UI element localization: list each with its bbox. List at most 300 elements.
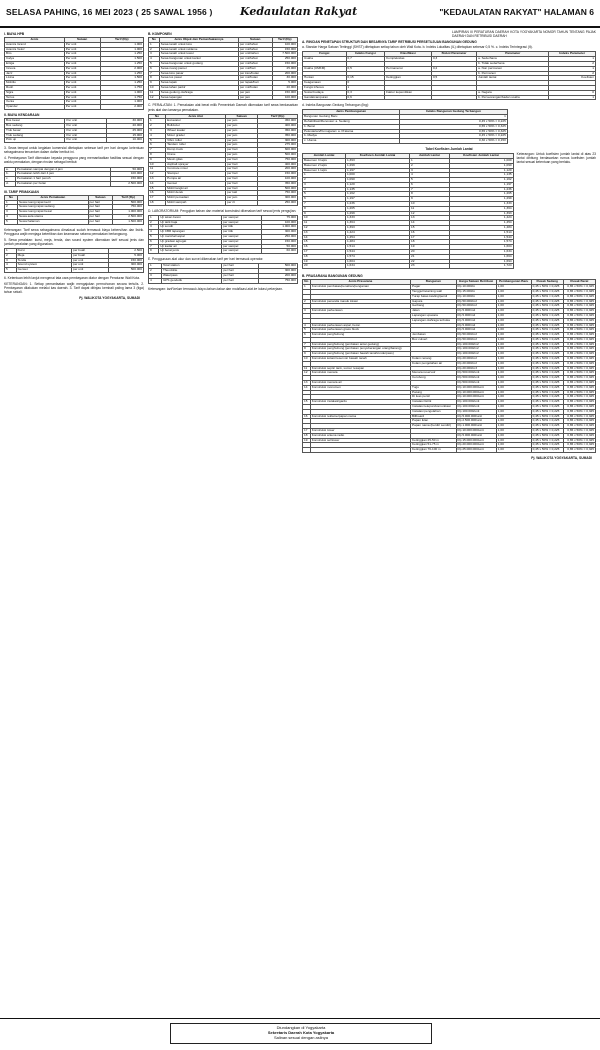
table-cell: per hari (222, 278, 259, 283)
table-cell: 1,00 (496, 328, 531, 333)
table-cell: 20 (303, 264, 346, 269)
table-cell: 0,45 x 50% = 0,225 (531, 299, 563, 304)
table-cell: 1 (549, 57, 596, 62)
table-cell: 3 (303, 182, 346, 187)
table-cell: 2.500.000 (111, 181, 144, 186)
table-cell: 5 (5, 268, 17, 273)
table-cell: 1,424 (345, 230, 409, 235)
table-cell: 1,544 (449, 235, 513, 240)
table-header-cell: Bangunan (411, 280, 456, 285)
table-cell: Koefisien (549, 76, 596, 81)
table-cell: 11 (303, 221, 346, 226)
table-cell: 1,120 (345, 182, 409, 187)
table-cell: 1,162 (449, 178, 513, 183)
table-cell: 6 (410, 182, 450, 187)
table-cell: 1,00 (496, 342, 531, 347)
table-cell: Usaha (303, 57, 347, 62)
table-cell: Rp 500.000/unit (456, 376, 496, 381)
table-header-cell: Jenis Prasarana (310, 280, 410, 285)
table-cell: 1,00 (496, 385, 531, 390)
table-cell: Permanensi (385, 66, 432, 71)
table-cell: Rp 1.000.000/unit (456, 424, 496, 429)
table-cell: 1,00 (496, 390, 531, 395)
table-cell: Livina (5, 76, 65, 81)
table-cell: 150.000 (272, 62, 297, 67)
table-cell: Gapura (411, 299, 456, 304)
masthead (0, 0, 600, 28)
table-cell: 0,65 x 50% = 0,325 (563, 433, 595, 438)
table-cell: Papan nama (berdiri sendiri) (411, 424, 456, 429)
table-cell: Rp 20.000.000/unit (456, 443, 496, 448)
table-cell: Ertiga (5, 62, 65, 67)
table-header-cell: Tarif (Rp) (258, 114, 298, 119)
table-cell: 10 (303, 357, 311, 362)
table-cell: Rp 5.000/m2 (456, 313, 496, 318)
table-cell: Konstruksi menara (310, 371, 410, 376)
table-cell: Konstruksi perkerasan (310, 309, 410, 314)
table-cell: 1,694 (449, 259, 513, 264)
table-cell: 0,45 x 50% = 0,225 (531, 409, 563, 414)
table-cell: 9 (410, 197, 450, 202)
table-cell: 1,514 (345, 245, 409, 250)
table-cell: Jembatan (411, 333, 456, 338)
table-cell: Per unit (64, 42, 100, 47)
table-cell: 7 (149, 71, 160, 76)
table-cell: 1,265 (345, 206, 409, 211)
table-cell: 1,00 (496, 299, 531, 304)
table-cell: 12 (303, 371, 311, 376)
tarif-table-body (5, 42, 144, 109)
column-2 (148, 30, 298, 1015)
table-cell: Basemen 1 lapis (303, 168, 346, 173)
table-cell: per hari (222, 273, 259, 278)
table-cell: 0,65 x 50% = 0,325 (563, 285, 595, 290)
table-cell: 250.000 (272, 57, 297, 62)
table-cell: 1 (149, 42, 160, 47)
table-cell: Rp 5.000.000/unit (456, 414, 496, 419)
table-cell: per jam (226, 129, 258, 134)
table-cell: 1,00 (496, 409, 531, 414)
table-row (149, 200, 298, 205)
table-cell: 1,00 (496, 304, 531, 309)
table-header-cell: No (149, 114, 166, 119)
table-cell: Mobil derek (166, 191, 226, 196)
table-cell: 1,333 (449, 202, 513, 207)
table-cell: Konstruksi pembatas/penahan/pengaman (310, 285, 410, 290)
table-cell: Per unit (65, 123, 106, 128)
table-cell: b. Tidak sederhana (477, 61, 549, 66)
table-row (303, 139, 508, 144)
table-cell: 30.000 (272, 76, 297, 81)
table-header-cell: Satuan (64, 38, 100, 43)
paragraph: D. LABORATORIUM: Pengujian bahan dan material konstruksi dikenakan tarif sesuai jenis pengujian. (148, 208, 297, 213)
table-cell: 0,45 x 50% = 0,225 (531, 318, 563, 323)
table-cell: 3 (5, 258, 17, 263)
table-cell: Kompleksitas (385, 57, 432, 62)
paragraph: d. Indeks Bangunan Gedung Terbangun (Ibg): (302, 103, 370, 108)
table-cell: Konstruksi perkerasan grass block (310, 328, 410, 333)
table-cell: 17 (303, 429, 311, 434)
table-cell: 0,65 x 50% = 0,325 (400, 129, 508, 134)
table-cell: 4 (303, 187, 346, 192)
table-cell: Konstruksi septic tank, sumur resapan (310, 366, 410, 371)
table-cell: 0,65 x 50% = 0,325 (563, 294, 595, 299)
table-cell: 0,65 x 50% = 0,325 (563, 352, 595, 357)
prasarana-table (302, 279, 596, 453)
table-cell: Cerobong (411, 376, 456, 381)
table-cell: Rp 5.000/m2 (456, 309, 496, 314)
table-cell: 3 (149, 273, 162, 278)
table-cell: Tenda (16, 258, 71, 263)
section-heading: II. BIAYA KENDARAAN (4, 113, 40, 118)
table-cell: 150.000 (272, 90, 297, 95)
table-cell: Rp 50.000/m2 (456, 337, 496, 342)
table-cell: per hari (88, 200, 113, 205)
table-cell: 0,65 x 50% = 0,325 (563, 337, 595, 342)
table-cell: Kolam renang (411, 357, 456, 362)
table-cell: 1,393 (449, 211, 513, 216)
table-cell: 1 (5, 248, 17, 253)
table-cell: Sound system (16, 263, 71, 268)
table-cell: Mesin gilas (166, 157, 226, 162)
table-cell: 6 (149, 66, 160, 71)
table-cell: per jam (226, 196, 258, 201)
table-cell: 0,65 x 50% = 0,325 (563, 414, 595, 419)
table-cell: 1,197 (345, 197, 409, 202)
table-cell: per hari (226, 172, 258, 177)
table-cell: Pick up (5, 138, 65, 143)
table-header-cell: Tarif (Rp) (100, 38, 143, 43)
table-cell: 7.500.000 (272, 52, 297, 57)
table-cell: Pemakaian sampai dengan 4 jam (15, 167, 110, 172)
table-cell: 15 (303, 400, 311, 405)
table-cell: 150.000 (258, 172, 298, 177)
table-cell: 1,00 (496, 294, 531, 299)
table-cell: 350.000 (258, 129, 298, 134)
table-cell: Bus sedang (5, 123, 65, 128)
table-cell: Rp 500.000/unit (456, 381, 496, 386)
section-heading: Tabel Koefisien Jumlah Lantai (425, 147, 473, 152)
ketentuan-table-body (5, 167, 144, 186)
table-cell: 0,45 x 50% = 0,225 (531, 357, 563, 362)
table-cell: Rp 5.000/m2 (456, 323, 496, 328)
table-cell: per m2/hari (238, 66, 272, 71)
table-cell: 2 (149, 47, 160, 52)
table-cell: 400.000 (258, 124, 298, 129)
table-cell: a. (5, 167, 16, 172)
table-cell: Konstruksi perkerasan aspal, beton (310, 323, 410, 328)
table-cell: 0,45 x 50% = 0,225 (531, 448, 563, 453)
table-header-cell: Koefisien Jumlah Lantai (449, 154, 513, 159)
table-cell: 100.000 (272, 95, 297, 100)
table-cell: b. Madya (303, 134, 400, 139)
table-cell: 0,45 x 50% = 0,225 (531, 313, 563, 318)
table-cell: per buah (71, 253, 108, 258)
table-cell: 0,45 x 50% = 0,225 (531, 390, 563, 395)
table-cell: 250.000 (258, 200, 298, 205)
table-cell: Total station (161, 264, 221, 269)
table-cell: 0,65 x 50% = 0,325 (563, 313, 595, 318)
table-cell: Instalasi listrik (411, 400, 456, 405)
table-cell: 9 (303, 352, 311, 357)
table-cell: per unit (71, 263, 108, 268)
komponen-table-body (149, 42, 298, 100)
paragraph: C. PERALATAN: 1. Pemakaian alat berat milik Pemerintah Daerah dikenakan tarif sewa berdasarkan jenis alat dan lamanya pemakaian. (148, 103, 298, 112)
table-cell: 1,299 (345, 211, 409, 216)
table-header-cell: Jenis Pembangunan (303, 110, 400, 115)
table-cell: a. Negara (477, 90, 549, 95)
table-cell: Ketinggian 76-100 m (411, 448, 456, 453)
table-cell: Per unit (64, 47, 100, 52)
table-cell: Sewa halaman (18, 219, 88, 224)
table-cell: Xenia (5, 100, 65, 105)
table-cell: b. Berat (303, 124, 400, 129)
table-cell: Stamper (166, 172, 226, 177)
table-cell: 13 (410, 216, 450, 221)
table-cell: 11 (149, 167, 166, 172)
table-cell: 5 (5, 219, 18, 224)
table-cell: 7 (303, 342, 311, 347)
table-cell: 1,090 (345, 178, 409, 183)
table-cell: 1,135 (345, 187, 409, 192)
table-cell: 14 (303, 385, 311, 390)
table-cell: Rp 10.000.000/unit (456, 395, 496, 400)
table-cell: 50.000 (261, 244, 297, 249)
table-cell: 1,574 (449, 240, 513, 245)
paragraph: 4. Pembayaran Tarif dikenakan kepada pengguna yang memanfaatkan fasilitas sesuai dengan waktu pemakaian, dengan rincian sebagai berikut: (4, 156, 144, 165)
table-cell: 1,00 (496, 400, 531, 405)
table-cell: per m2/tahun (238, 62, 272, 67)
table-cell: 50.000 (111, 167, 144, 172)
table-cell: 4 (303, 323, 311, 328)
table-cell: Lapangan upacara (411, 313, 456, 318)
table-cell: Rp 50.000/m2 (456, 333, 496, 338)
table-header-cell: Koefisien Jumlah Lantai (345, 154, 409, 159)
table-cell: 1,604 (449, 245, 513, 250)
table-cell: per unit (71, 258, 108, 263)
koefisien-lantai-table (302, 153, 514, 269)
table-cell: Sewa ruang pamer (159, 66, 238, 71)
table-cell: 15.000 (106, 133, 144, 138)
table-cell: Per unit (65, 138, 106, 143)
table-cell: Ketinggian (385, 76, 432, 81)
table-cell: 1.250 (100, 81, 143, 86)
table-cell: 1,393 (345, 158, 409, 163)
table-cell: 275.000 (258, 143, 298, 148)
table-cell: 1,634 (345, 264, 409, 269)
table-cell: 0,45 x 50% = 0,225 (531, 371, 563, 376)
table-cell: 1,604 (345, 259, 409, 264)
table-cell: 12 (149, 95, 160, 100)
table-cell: 9 (303, 211, 346, 216)
section-heading: A. RINCIAN PENETAPAN STRUKTUR DAN BESARNYA TARIF RETRIBUSI PERSETUJUAN BANGUNAN GEDUNG (302, 40, 477, 45)
table-cell: 2 (303, 178, 346, 183)
table-header-cell: Harga Satuan Retribusi (456, 280, 496, 285)
table-cell: 2 (149, 124, 166, 129)
table-cell: a. Non permanen (477, 66, 549, 71)
peralatan-table-body (5, 248, 144, 272)
table-cell: 18 (149, 200, 166, 205)
table-cell: 6 (303, 197, 346, 202)
table-row (5, 138, 144, 143)
table-cell: 750.000 (258, 191, 298, 196)
table-cell: per m2/bulan (238, 76, 272, 81)
table-cell: 1,664 (449, 254, 513, 259)
table-cell: Mobil pemadam (166, 196, 226, 201)
table-cell: 0,65 x 50% = 0,325 (563, 409, 595, 414)
table-header-cell: Indeks Fungsi (346, 52, 385, 57)
table-cell: Di luas persil (411, 395, 456, 400)
table-cell: Rp 10.000.000/unit (456, 390, 496, 395)
table-header-cell: Indeks Parameter (549, 52, 596, 57)
table-cell: Rp 2.500.000/unit (456, 419, 496, 424)
table-cell: Tugu (411, 385, 456, 390)
table-cell: 11 (303, 366, 311, 371)
table-cell: 1,333 (345, 216, 409, 221)
table-header-cell: Satuan (238, 38, 272, 43)
table-cell: 0,65 x 50% = 0,325 (563, 400, 595, 405)
table-cell: 0,65 x 50% = 0,325 (563, 323, 595, 328)
table-cell: 3 (149, 52, 160, 57)
peralatan-table (4, 248, 144, 273)
table-cell: 0,65 x 50% = 0,325 (563, 438, 595, 443)
table-cell: Per unit (65, 128, 106, 133)
table-cell: Mobilio (5, 81, 65, 86)
table-cell: 5.000 (272, 81, 297, 86)
table-cell: 14 (149, 181, 166, 186)
signature: Pj. WALIKOTA YOGYAKARTA, SUMADI (531, 456, 592, 461)
table-cell: 0,3 (346, 90, 385, 95)
table-cell: 1,000 (345, 173, 409, 178)
table-cell: 1 (149, 264, 162, 269)
table-cell: 8 (149, 249, 159, 254)
table-cell: 15 (303, 240, 346, 245)
table-cell: Sewa lapak (159, 81, 238, 86)
table-row (303, 448, 596, 453)
table-cell: per hari (226, 157, 258, 162)
table-cell: Sigra (5, 90, 65, 95)
paragraph: Keterangan: Tarif sewa sebagaimana dimaksud sudah termasuk biaya kebersihan dan listrik. Pengguna wajib menjaga ketertiban dan keamanan selama pemakaian berlangsung. (4, 227, 144, 236)
table-cell: 150.000 (261, 239, 297, 244)
table-cell: 450.000 (258, 119, 298, 124)
table-cell: b. (5, 172, 16, 177)
table-cell: 5 (303, 328, 311, 333)
table-cell: 500.000 (113, 200, 144, 205)
table-cell: Sewa lapangan (159, 95, 238, 100)
table-cell: 17 (303, 250, 346, 255)
table-cell: 100.000 (258, 177, 298, 182)
table-cell: Box culvert (411, 337, 456, 342)
paragraph: E. Penggunaan alat ukur dan survei dikenakan tarif per hari termasuk operator. (148, 257, 264, 262)
table-cell: Pelestarian/Pemugaran: a. Pratama (303, 129, 400, 134)
table-cell: Jalan (411, 309, 456, 314)
table-cell: 1,00 (496, 333, 531, 338)
lampiran-heading: LAMPIRAN III PERATURAN DAERAH KOTA YOGYAKARTA NOMOR TAHUN TENTANG PAJAK DAERAH DAN RETRIBUSI DAERAH (452, 30, 596, 39)
laboratorium-table-body (149, 215, 298, 253)
table-cell: Mobil tangki air (166, 186, 226, 191)
table-cell: 1 (149, 119, 166, 124)
table-cell: 6 (149, 239, 159, 244)
table-cell: Rp 100.000/unit (456, 400, 496, 405)
table-cell: 13 (149, 177, 166, 182)
table-cell: 4 (149, 230, 159, 235)
table-cell: 1,00 (496, 419, 531, 424)
table-cell: 0,65 x 50% = 0,325 (563, 448, 595, 453)
table-cell: Konstruksi menara air (310, 381, 410, 386)
table-cell: 5 (410, 178, 450, 183)
table-cell: 25.000 (272, 66, 297, 71)
table-cell: 0,65 x 50% = 0,325 (563, 299, 595, 304)
paragraph: Keterangan: tarif belum termasuk biaya bahan bakar dan mobilisasi alat ke lokasi pekerjaan. (148, 286, 283, 291)
indeks-terintegrasi-table-body (303, 57, 596, 100)
table-cell: per sampel (222, 220, 262, 225)
table-cell: 4 (5, 263, 17, 268)
table-cell: Rp 15.000.000/unit (456, 438, 496, 443)
table-header-cell: Jenis Objek dan Pemanfaatannya (159, 38, 238, 43)
table-cell: 23 (410, 264, 450, 269)
table-cell: Per unit (64, 71, 100, 76)
table-cell: 75.000 (261, 215, 297, 220)
table-cell: Per unit (64, 81, 100, 86)
pemakaian-table-body (5, 200, 144, 224)
table-cell: Genset (166, 181, 226, 186)
table-cell: 1,00 (496, 309, 531, 314)
table-cell: Per unit (64, 86, 100, 91)
table-cell: 0,45 x 50% = 0,225 (531, 405, 563, 410)
table-header-cell: No (5, 195, 18, 200)
table-cell: Pagar (411, 285, 456, 290)
table-cell: 12 (149, 172, 166, 177)
table-cell: 1,236 (449, 187, 513, 192)
table-cell: Pemakaian 1 hari penuh (15, 177, 110, 182)
table-cell: 300.000 (261, 230, 297, 235)
tarif-table (4, 37, 144, 110)
komponen-table (148, 37, 298, 100)
table-cell: 0,45 x 50% = 0,225 (531, 337, 563, 342)
table-cell: 300.000 (258, 196, 298, 201)
table-cell: Bangunan Gedung Baru (303, 115, 400, 120)
table-cell: 0,45 x 50% = 0,225 (531, 333, 563, 338)
table-cell: 14 (303, 235, 346, 240)
table-cell: per m2/tahun (238, 57, 272, 62)
table-cell: per sampel (222, 239, 262, 244)
table-cell: Per unit (65, 119, 106, 124)
table-cell: c. (5, 177, 16, 182)
table-cell: Wheel loader (166, 129, 226, 134)
kendaraan-table-body (5, 119, 144, 143)
table-cell: 20.000 (106, 123, 144, 128)
alat-ukur-table-body (149, 264, 298, 283)
table-cell: 1.000.000 (261, 225, 297, 230)
table-cell: 1,00 (496, 429, 531, 434)
table-cell: per hari (226, 181, 258, 186)
table-cell: 0 (549, 90, 596, 95)
table-cell: 1,197 (345, 168, 409, 173)
table-cell: Sewa tanah untuk reklame (159, 47, 238, 52)
table-header-cell: Jumlah Lantai (303, 154, 346, 159)
table-cell: 1 (549, 66, 596, 71)
table-cell: Konstruksi antena radio (310, 433, 410, 438)
table-cell: per jam (226, 133, 258, 138)
table-cell: 350.000 (258, 181, 298, 186)
table-cell: Sewa tanah untuk kios (159, 42, 238, 47)
table-cell: 500.000 (258, 153, 298, 158)
table-cell: Rp 5.000.000/unit (456, 433, 496, 438)
paragraph: 5. Sewa peralatan: kursi, meja, tenda, dan sound system dikenakan tarif sesuai jenis dan jumlah peralatan yang digunakan. (4, 237, 144, 246)
table-cell: 2 (149, 269, 162, 274)
table-cell: 500.000 (109, 268, 144, 273)
table-cell: Patung (411, 390, 456, 395)
